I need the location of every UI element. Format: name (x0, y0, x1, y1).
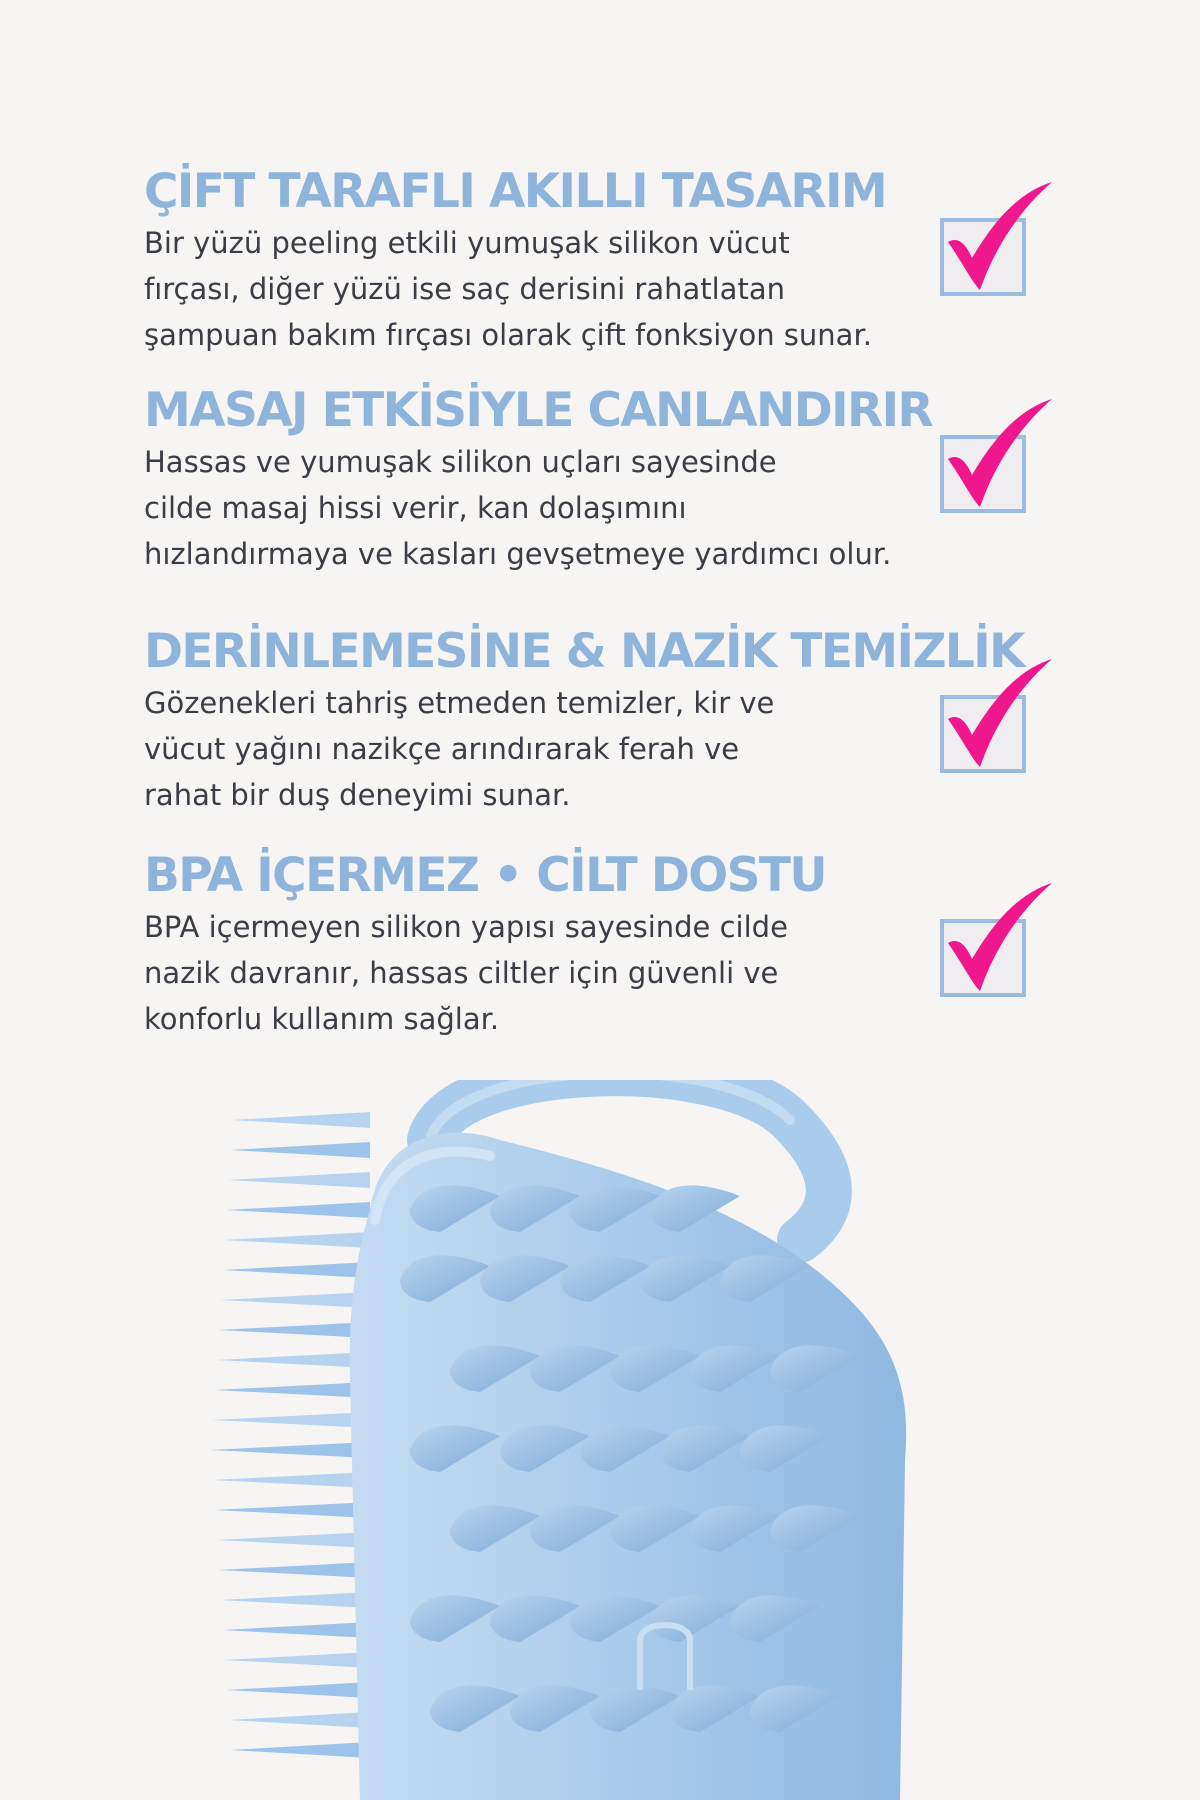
feature-title: MASAJ ETKİSİYLE CANLANDIRIR (144, 383, 933, 438)
feature-text-line: hızlandırmaya ve kasları gevşetmeye yardımcı olur. (144, 537, 892, 571)
feature-title: ÇİFT TARAFLI AKILLI TASARIM (144, 164, 887, 219)
feature-text-line: Hassas ve yumuşak silikon uçları sayesinde (144, 445, 777, 479)
feature-text-line: fırçası, diğer yüzü ise saç derisini rahatlatan (144, 272, 785, 306)
feature-text-line: rahat bir duş deneyimi sunar. (144, 778, 571, 812)
feature-text-line: cilde masaj hissi verir, kan dolaşımını (144, 491, 687, 525)
brush-bristles (210, 1112, 370, 1758)
checkbox-checked-icon (938, 655, 1058, 775)
silicone-brush-image (200, 1080, 960, 1800)
feature-text-line: BPA içermeyen silikon yapısı sayesinde cilde (144, 910, 788, 944)
checkbox-checked-icon (938, 395, 1058, 515)
feature-text-line: nazik davranır, hassas ciltler için güvenli ve (144, 956, 779, 990)
feature-text-line: Bir yüzü peeling etkili yumuşak silikon vücut (144, 226, 790, 260)
feature-text-line: Gözenekleri tahriş etmeden temizler, kir ve (144, 686, 775, 720)
checkbox-checked-icon (938, 178, 1058, 298)
feature-text-line: konforlu kullanım sağlar. (144, 1002, 500, 1036)
feature-text-line: vücut yağını nazikçe arındırarak ferah ve (144, 732, 740, 766)
feature-text-line: şampuan bakım fırçası olarak çift fonksiyon sunar. (144, 318, 872, 352)
feature-title: DERİNLEMESİNE & NAZİK TEMİZLİK (144, 624, 1024, 679)
feature-title: BPA İÇERMEZ • CİLT DOSTU (144, 848, 826, 903)
checkbox-checked-icon (938, 879, 1058, 999)
